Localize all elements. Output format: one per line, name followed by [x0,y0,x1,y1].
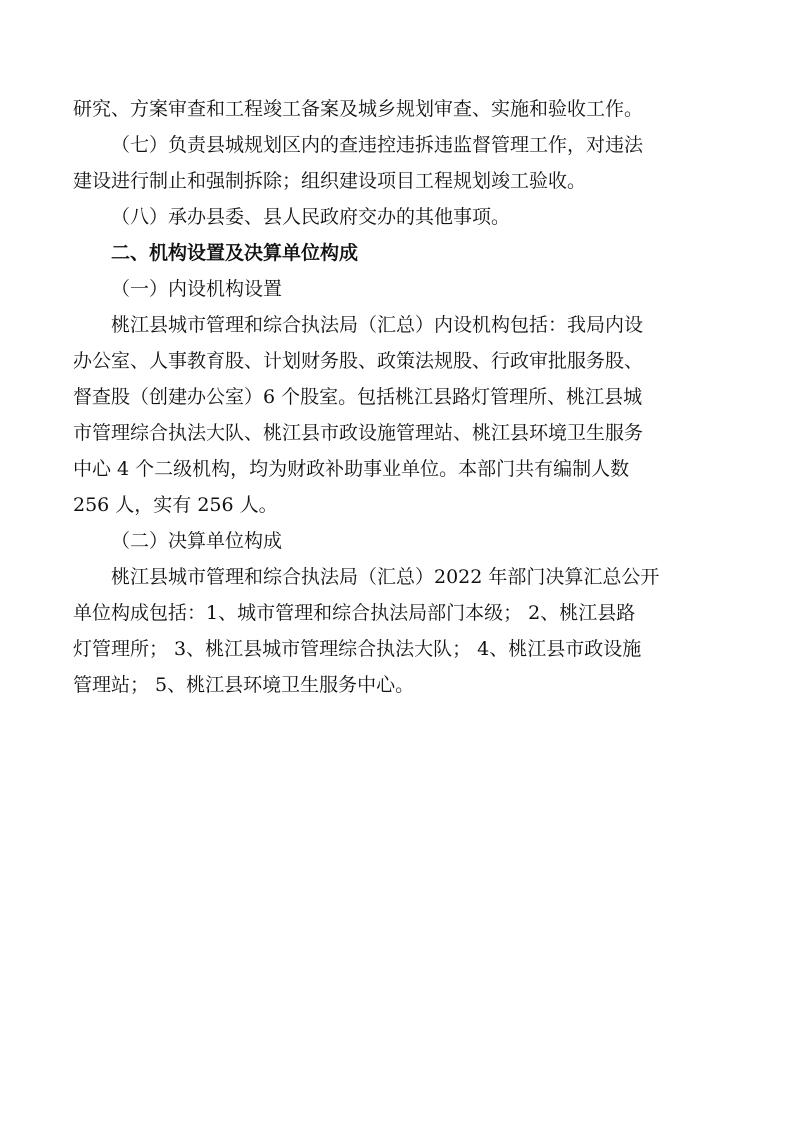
text-line: 市管理综合执法大队、桃江县市政设施管理站、桃江县环境卫生服务 [73,422,644,444]
text-line: 中心 4 个二级机构，均为财政补助事业单位。本部门共有编制人数 [73,458,630,480]
text-line: （七）负责县城规划区内的查违控违拆违监督管理工作，对违法 [111,134,644,156]
section-heading: 二、机构设置及决算单位构成 [111,242,359,264]
text-line: 桃江县城市管理和综合执法局（汇总）内设机构包括：我局内设 [111,314,644,336]
document-body [73,91,723,703]
text-line: （八）承办县委、县人民政府交办的其他事项。 [111,206,511,228]
subsection-heading: （一）内设机构设置 [111,278,283,300]
text-line: 办公室、人事教育股、计划财务股、政策法规股、行政审批服务股、 [73,350,644,372]
text-line: 督查股（创建办公室）6 个股室。包括桃江县路灯管理所、桃江县城 [73,386,643,408]
text-line: 256 人，实有 256 人。 [73,494,278,516]
text-line: 管理站； 5、桃江县环境卫生服务中心。 [73,674,415,696]
text-line: 桃江县城市管理和综合执法局（汇总）2022 年部门决算汇总公开 [111,566,660,588]
text-line: 建设进行制止和强制拆除；组织建设项目工程规划竣工验收。 [73,170,587,192]
subsection-heading: （二）决算单位构成 [111,530,283,552]
text-line: 研究、方案审查和工程竣工备案及城乡规划审查、实施和验收工作。 [73,98,644,120]
text-line: 灯管理所； 3、桃江县城市管理综合执法大队； 4、桃江县市政设施 [73,638,642,660]
text-line: 单位构成包括：1、城市管理和综合执法局部门本级； 2、桃江县路 [73,602,636,624]
